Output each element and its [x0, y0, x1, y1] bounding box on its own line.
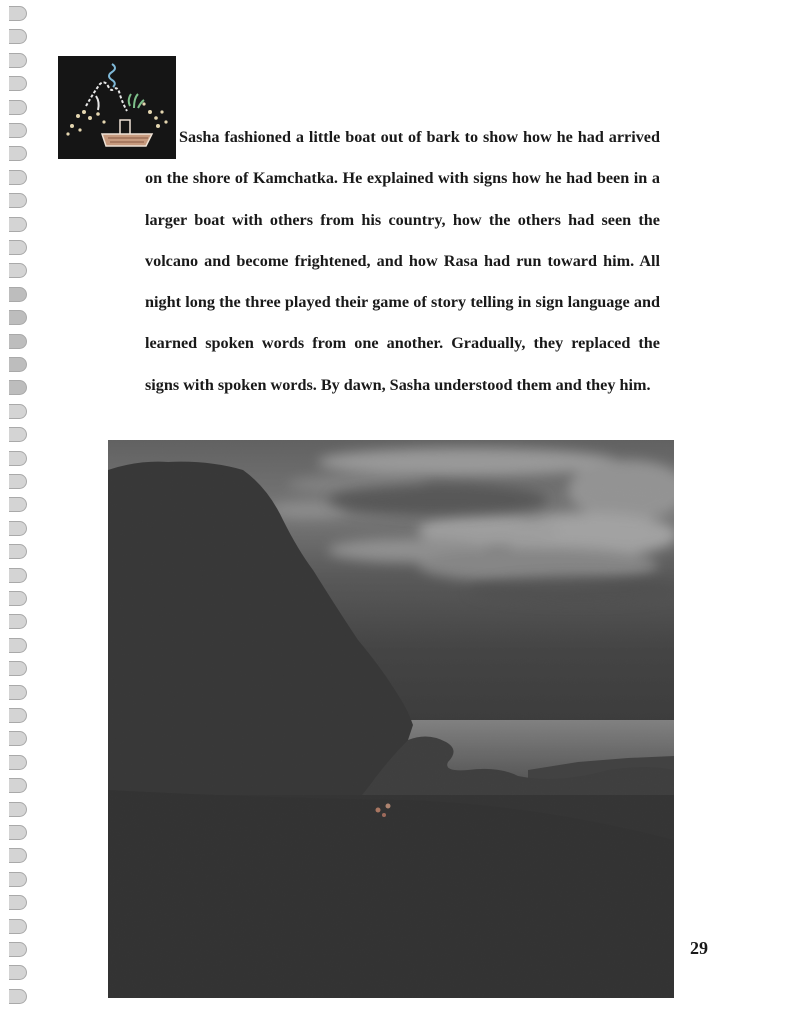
spiral-binding: [0, 0, 40, 1023]
binding-hole: [9, 76, 27, 91]
binding-hole: [9, 217, 27, 232]
binding-hole: [9, 942, 27, 957]
binding-hole: [9, 427, 27, 442]
binding-hole: [9, 872, 27, 887]
binding-hole: [9, 731, 27, 746]
binding-hole: [9, 334, 27, 349]
binding-hole: [9, 778, 27, 793]
binding-hole: [9, 661, 27, 676]
binding-hole: [9, 638, 27, 653]
binding-hole: [9, 521, 27, 536]
binding-hole: [9, 451, 27, 466]
binding-hole: [9, 146, 27, 161]
page-number: 29: [690, 938, 708, 958]
binding-hole: [9, 310, 27, 325]
binding-hole: [9, 895, 27, 910]
binding-hole: [9, 29, 27, 44]
binding-hole: [9, 965, 27, 980]
binding-hole: [9, 123, 27, 138]
binding-hole: [9, 497, 27, 512]
binding-hole: [9, 544, 27, 559]
binding-hole: [9, 568, 27, 583]
binding-hole: [9, 825, 27, 840]
binding-hole: [9, 755, 27, 770]
binding-hole: [9, 263, 27, 278]
binding-hole: [9, 474, 27, 489]
binding-hole: [9, 170, 27, 185]
binding-hole: [9, 53, 27, 68]
binding-hole: [9, 287, 27, 302]
binding-hole: [9, 919, 27, 934]
binding-hole: [9, 685, 27, 700]
binding-hole: [9, 848, 27, 863]
binding-hole: [9, 240, 27, 255]
story-paragraph: Sasha fashioned a little boat out of bark to show how he had arrived on the shore of Kamchatka. He explained with signs how he had been in a larger boat with others from his country, how the others had seen the volcano and become frightened, and how Rasa had run toward him. All night long the three played their game of story telling in sign language and learned spoken words from one another. Gradually, they replaced the signs with spoken words. By dawn, Sasha understood them and they him.: [145, 128, 660, 394]
binding-hole: [9, 193, 27, 208]
binding-hole: [9, 989, 27, 1004]
binding-hole: [9, 802, 27, 817]
coastline-photograph: [108, 440, 674, 998]
binding-hole: [9, 708, 27, 723]
binding-hole: [9, 380, 27, 395]
binding-hole: [9, 591, 27, 606]
night-coast-photo: [108, 440, 674, 998]
binding-hole: [9, 614, 27, 629]
binding-hole: [9, 404, 27, 419]
binding-hole: [9, 100, 27, 115]
binding-hole: [9, 6, 27, 21]
binding-hole: [9, 357, 27, 372]
